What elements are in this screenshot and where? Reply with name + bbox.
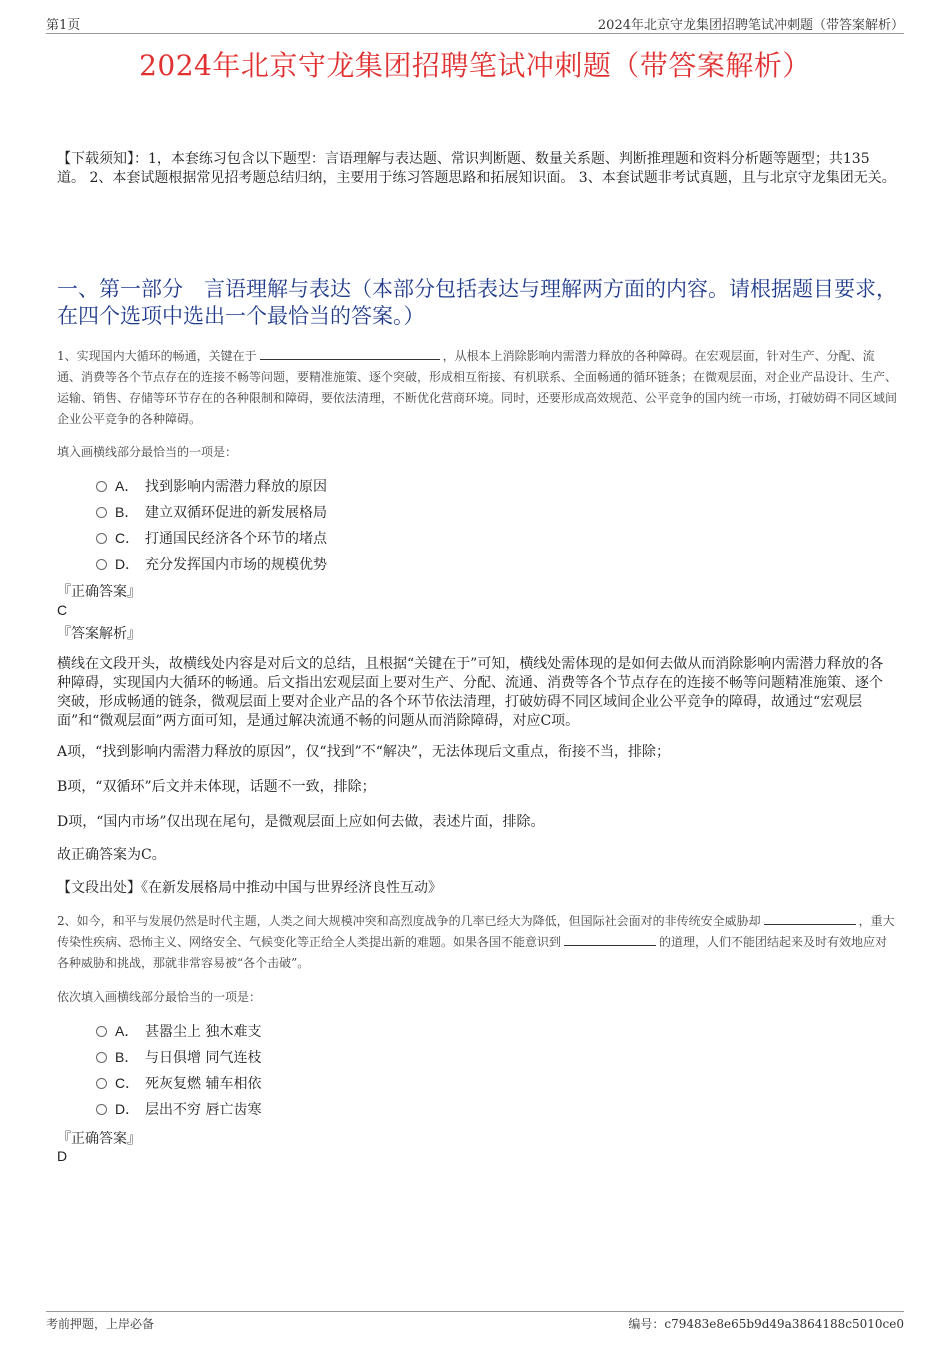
section-heading: 一、第一部分 言语理解与表达（本部分包括表达与理解两方面的内容。请根据题目要求，在四个选项中选出一个最恰当的答案。）: [57, 277, 897, 328]
document-code: 编号：c79483e8e65b9d49a3864188c5010ce0: [628, 1317, 904, 1331]
radio-icon[interactable]: [96, 481, 107, 492]
option-text: 甚嚣尘上 独木难支: [145, 1024, 262, 1040]
answer-blank: [260, 347, 440, 360]
option-letter: C．: [115, 1075, 140, 1091]
option-text: 层出不穷 唇亡齿寒: [145, 1102, 262, 1118]
question-2-mid: ，重大传染性疾病、恐怖主义、网络安全、气候变化等正给全人类提出新的难题。如果各国不能意识到: [57, 914, 895, 949]
option-d-analysis: D项，“国内市场”仅出现在尾句，是微观层面上应如何去做，表述片面，排除。: [57, 814, 545, 830]
passage-source: 【文段出处】《在新发展格局中推动中国与世界经济良性互动》: [57, 880, 442, 896]
analysis-conclusion: 故正确答案为C。: [57, 847, 166, 863]
download-notice: 【下载须知】：1，本套练习包含以下题型：言语理解与表达题、常识判断题、数量关系题、判断推理题和资料分析题等题型；共135道。 2、本套试题根据常见招考题总结归纳，主要用于练习答题思路和拓展知识面。 3、本套试题非考试真题，且与北京守龙集团无关。: [57, 151, 896, 186]
option-d[interactable]: [96, 551, 327, 577]
option-letter: A．: [115, 478, 139, 494]
answer-blank: [564, 933, 656, 946]
radio-icon[interactable]: [96, 1026, 107, 1037]
radio-icon[interactable]: [96, 1052, 107, 1063]
correct-answer: C: [57, 602, 68, 618]
question-1-prompt: 填入画横线部分最恰当的一项是：: [57, 445, 238, 459]
answer-blank: [764, 912, 856, 925]
option-a-analysis: A项，“找到影响内需潜力释放的原因”，仅“找到”不“解决”，无法体现后文重点，衔接不当，排除；: [57, 744, 671, 760]
option-b[interactable]: [96, 499, 327, 525]
footer-divider: [46, 1311, 904, 1312]
option-text: 死灰复燃 辅车相依: [145, 1076, 262, 1092]
header-doc-title: 2024年北京守龙集团招聘笔试冲刺题（带答案解析）: [597, 18, 904, 33]
option-c[interactable]: [96, 1070, 261, 1096]
page-number: 第1页: [46, 18, 81, 33]
document-title: 2024年北京守龙集团招聘笔试冲刺题（带答案解析）: [139, 49, 811, 82]
analysis-text: 横线在文段开头，故横线处内容是对后文的总结，且根据“关键在于”可知，横线处需体现的是如何去做从而消除影响内需潜力释放的各种障碍，实现国内大循环的畅通。后文指出宏观层面上要对生产、分配、流通、消费等各个节点存在的连接不畅等问题精准施策、逐个突破，形成畅通的链条，微观层面上要对企业产品的各个环节依法清理，打破妨碍不同区域间企业公平竞争的障碍，故通过“宏观层面”和“微观层面”两方面可知，是通过解决流通不畅的问题从而消除障碍，对应C项。: [57, 656, 884, 729]
question-1-pre: 1、实现国内大循环的畅通，关键在于: [57, 349, 257, 363]
question-2-post: 的道理，人们不能团结起来及时有效地应对各种威胁和挑战，那就非常容易被“各个击破”。: [57, 935, 888, 970]
option-d[interactable]: [96, 1096, 261, 1122]
correct-answer: D: [57, 1148, 68, 1164]
question-2-pre: 2、如今，和平与发展仍然是时代主题，人类之间大规模冲突和高烈度战争的几率已经大为降低，但国际社会面对的非传统安全威胁却: [57, 914, 761, 928]
option-letter: B．: [115, 1049, 139, 1065]
option-text: 找到影响内需潜力释放的原因: [145, 479, 327, 495]
question-2-options: [96, 1018, 261, 1122]
footer-slogan: 考前押题，上岸必备: [46, 1317, 155, 1331]
question-2-text: [57, 911, 897, 974]
option-c[interactable]: [96, 525, 327, 551]
option-b-analysis: B项，“双循环”后文并未体现，话题不一致，排除；: [57, 779, 376, 795]
option-a[interactable]: [96, 473, 327, 499]
radio-icon[interactable]: [96, 533, 107, 544]
option-b[interactable]: [96, 1044, 261, 1070]
option-letter: A．: [115, 1023, 139, 1039]
option-letter: D．: [115, 1101, 140, 1117]
question-2-prompt: 依次填入画横线部分最恰当的一项是：: [57, 990, 262, 1004]
question-1-options: [96, 473, 327, 577]
option-text: 打通国民经济各个环节的堵点: [145, 531, 327, 547]
correct-answer-label: 『正确答案』: [57, 1131, 141, 1147]
correct-answer-label: 『正确答案』: [57, 584, 141, 600]
analysis-label: 『答案解析』: [57, 626, 141, 642]
option-letter: D．: [115, 556, 140, 572]
option-a[interactable]: [96, 1018, 261, 1044]
header-divider: [46, 33, 904, 34]
option-text: 建立双循环促进的新发展格局: [145, 505, 327, 521]
radio-icon[interactable]: [96, 507, 107, 518]
option-letter: C．: [115, 530, 140, 546]
radio-icon[interactable]: [96, 1104, 107, 1115]
option-letter: B．: [115, 504, 139, 520]
option-text: 充分发挥国内市场的规模优势: [145, 557, 327, 573]
option-text: 与日俱增 同气连枝: [145, 1050, 262, 1066]
radio-icon[interactable]: [96, 559, 107, 570]
question-1-post: ，从根本上消除影响内需潜力释放的各种障碍。在宏观层面，针对生产、分配、流通、消费等各个节点存在的连接不畅等问题，要精准施策、逐个突破，形成相互衔接、有机联系、全面畅通的循环链条；在微观层面，对企业产品设计、生产、运输、销售、存储等环节存在的各种限制和障碍，要依法清理，不断优化营商环境。同时，还要形成高效规范、公平竞争的国内统一市场，打破妨碍不同区域间企业公平竞争的各种障碍。: [57, 349, 898, 426]
question-1-text: [57, 346, 897, 430]
radio-icon[interactable]: [96, 1078, 107, 1089]
